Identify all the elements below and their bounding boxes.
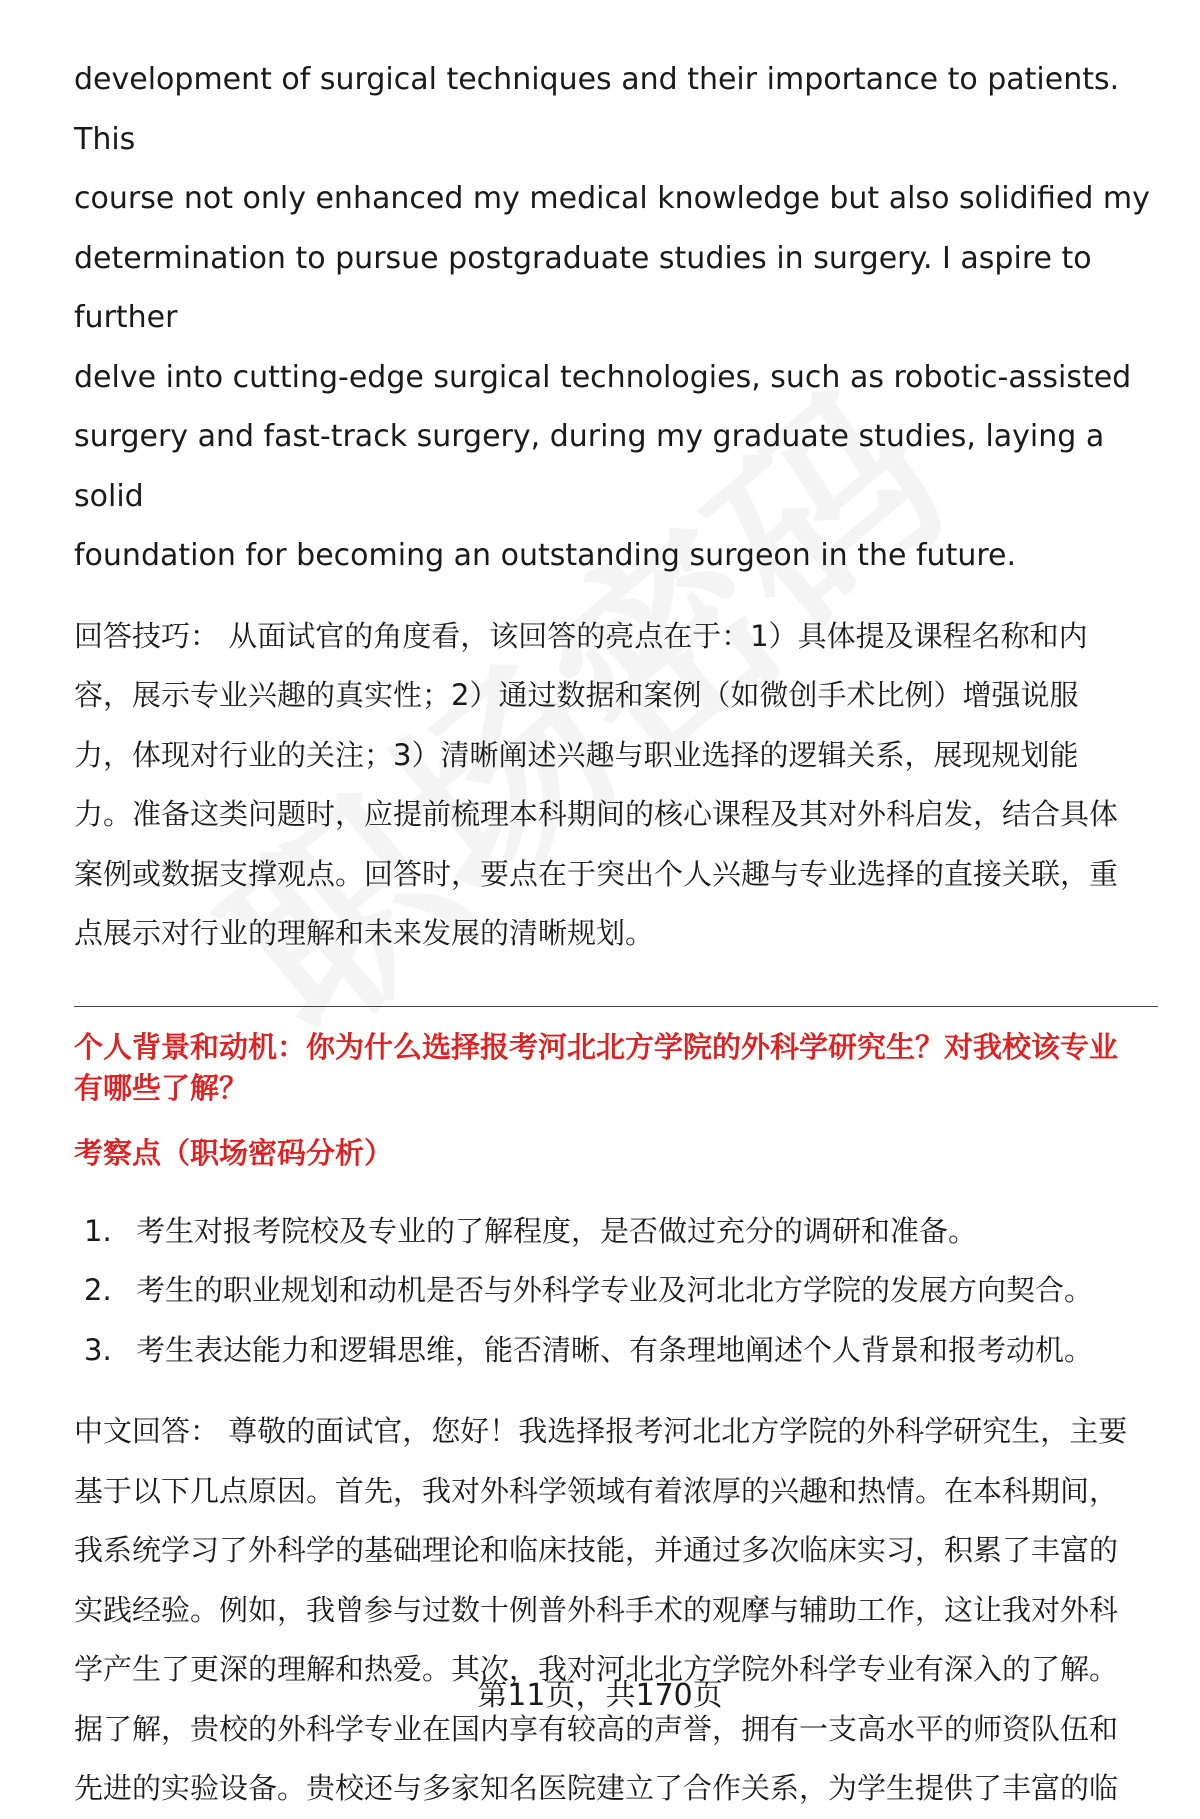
text-line: surgery and fast-track surgery, during my graduate studies, laying a solid [74,419,1105,514]
assessment-points-heading: 考察点（职场密码分析） [74,1135,394,1170]
text-line: 个人背景和动机：你为什么选择报考河北北方学院的外科学研究生？对我校该专业 [74,1029,1119,1064]
text-line: 学产生了更深的理解和热爱。其次，我对河北北方学院外科学专业有深入的了解。 [74,1652,1119,1686]
section-divider [74,1006,1158,1007]
text-line: 容，展示专业兴趣的真实性；2）通过数据和案例（如微创手术比例）增强说服 [74,678,1079,712]
intro-paragraph [74,50,1158,586]
text-line: determination to pursue postgraduate studies in surgery. I aspire to further [74,240,1092,335]
text-line: 实践经验。例如，我曾参与过数十例普外科手术的观摩与辅助工作，这让我对外科 [74,1592,1119,1627]
text-line: 基于以下几点原因。首先，我对外科学领域有着浓厚的兴趣和热情。在本科期间， [74,1473,1119,1508]
text-line: 先进的实验设备。贵校还与多家知名医院建立了合作关系，为学生提供了丰富的临 [74,1771,1119,1805]
text-line: course not only enhanced my medical knowledge but also solidified my [74,181,1150,216]
question-heading [74,1027,1158,1109]
assessment-points-list [74,1202,1158,1381]
page-number-footer: 第11页，共170页 [477,1678,723,1713]
text-line: development of surgical techniques and their importance to patients. This [74,62,1120,157]
list-item [74,1321,1158,1381]
answer-tips-paragraph [74,607,1158,964]
text-line: 有哪些了解？ [74,1070,249,1105]
text-line: 据了解，贵校的外科学专业在国内享有较高的声誉，拥有一支高水平的师资队伍和 [74,1711,1119,1746]
text-line: 力，体现对行业的关注；3）清晰阐述兴趣与职业选择的逻辑关系，展现规划能 [74,737,1079,772]
chinese-answer-paragraph [74,1402,1158,1819]
list-number: 2. [84,1273,112,1307]
text-line: 点展示对行业的理解和未来发展的清晰规划。 [74,916,655,950]
text-line: 力。准备这类问题时，应提前梳理本科期间的核心课程及其对外科启发，结合具体 [74,797,1119,831]
list-item [74,1261,1158,1321]
list-number: 1. [84,1213,112,1248]
list-text: 考生表达能力和逻辑思维，能否清晰、有条理地阐述个人背景和报考动机。 [136,1332,1094,1367]
text-line: foundation for becoming an outstanding surgeon in the future. [74,538,1017,573]
text-line: 案例或数据支撑观点。回答时，要点在于突出个人兴趣与专业选择的直接关联，重 [74,856,1119,891]
list-text: 考生的职业规划和动机是否与外科学专业及河北北方学院的发展方向契合。 [136,1273,1094,1307]
text-line: 我系统学习了外科学的基础理论和临床技能，并通过多次临床实习，积累了丰富的 [74,1533,1119,1567]
text-line: 回答技巧： 从面试官的角度看，该回答的亮点在于：1）具体提及课程名称和内 [74,618,1088,653]
list-item [74,1202,1158,1262]
text-line: 中文回答： 尊敬的面试官，您好！我选择报考河北北方学院的外科学研究生，主要 [74,1414,1128,1448]
list-text: 考生对报考院校及专业的了解程度，是否做过充分的调研和准备。 [136,1213,978,1248]
list-number: 3. [84,1332,112,1367]
text-line: delve into cutting-edge surgical technologies, such as robotic-assisted [74,359,1132,395]
document-page [74,50,1158,1819]
